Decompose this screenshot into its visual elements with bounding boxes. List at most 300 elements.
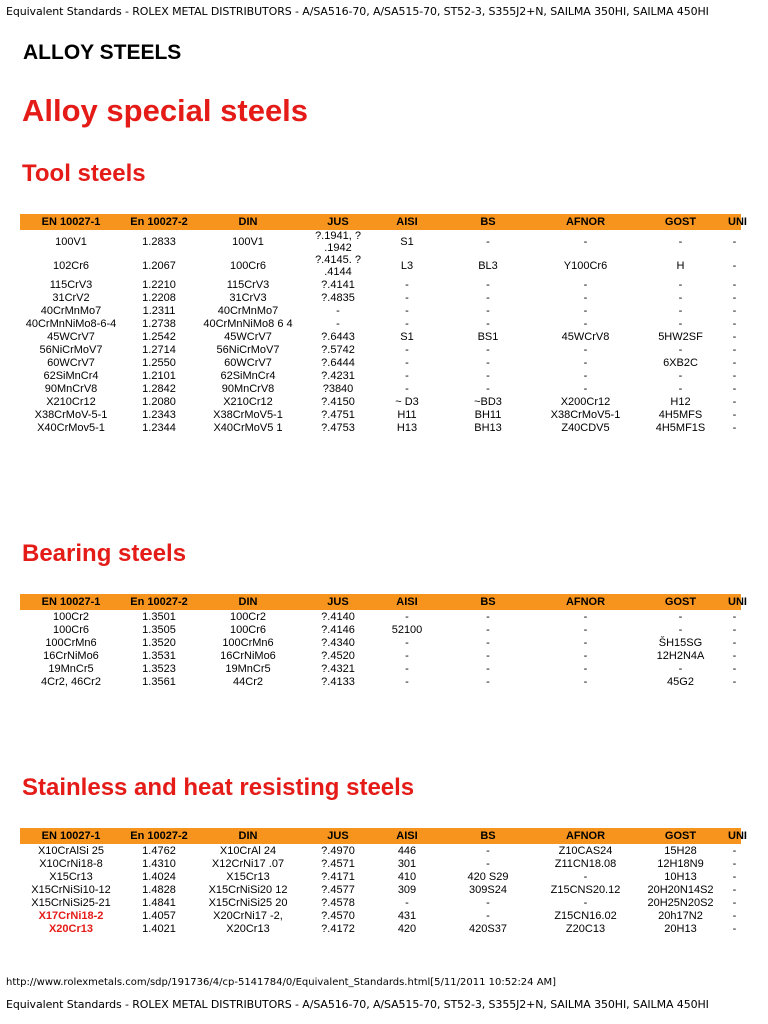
table-cell: 100V1 <box>232 236 264 248</box>
table-cell: - <box>486 662 490 675</box>
bearing-steels-table <box>20 594 747 688</box>
table-cell: X10CrNi18-8 <box>39 857 103 870</box>
table-cell: - <box>486 844 490 857</box>
table-cell: - <box>732 408 737 421</box>
table-cell: X38CrMoV5-1 <box>213 408 283 421</box>
table-cell: 1.4310 <box>142 857 176 870</box>
table-cell: 12H18N9 <box>657 857 704 870</box>
table-cell: ~ D3 <box>395 395 419 408</box>
column-header: GOST <box>633 828 728 844</box>
table-cell: - <box>405 356 409 369</box>
table-row <box>20 844 741 857</box>
table-cell: - <box>583 278 588 291</box>
table-row <box>20 330 741 343</box>
table-cell: - <box>678 317 683 330</box>
table-cell: 100Cr6 <box>229 623 267 636</box>
table-cell: 420 S29 <box>467 870 509 883</box>
table-cell: - <box>678 382 683 395</box>
table-cell: ?.4835 <box>321 291 355 304</box>
table-cell: ?.4571 <box>321 857 355 870</box>
table-cell: 420 <box>397 922 417 935</box>
table-cell: Z15CN16.02 <box>554 909 617 922</box>
table-cell: - <box>583 304 588 317</box>
bearing-steels-heading: Bearing steels <box>22 540 187 567</box>
table-header-row <box>20 594 741 610</box>
table-cell: 115CrV3 <box>49 278 93 291</box>
table-cell: 1.2550 <box>142 356 176 369</box>
table-cell: 1.2842 <box>142 382 176 395</box>
table-cell: - <box>405 304 409 317</box>
table-cell: 1.4057 <box>142 909 176 922</box>
table-cell: 56NiCrMoV7 <box>39 343 103 356</box>
table-cell: 19MnCr5 <box>48 662 94 675</box>
table-cell: BH13 <box>474 421 502 434</box>
table-cell: ?.4171 <box>321 870 355 883</box>
table-cell: 60WCrV7 <box>224 356 272 369</box>
table-cell: 60WCrV7 <box>47 356 95 369</box>
table-cell: 12H2N4A <box>656 649 705 662</box>
table-cell: 1.3501 <box>142 610 176 623</box>
table-cell: H <box>676 260 685 272</box>
table-cell: - <box>583 649 588 662</box>
table-cell: 1.4762 <box>142 844 176 857</box>
table-row <box>20 870 741 883</box>
column-header: En 10027-2 <box>122 828 196 844</box>
table-cell: - <box>732 870 737 883</box>
table-cell: 100V1 <box>55 236 87 248</box>
column-header: EN 10027-1 <box>20 828 122 844</box>
table-cell: - <box>732 883 737 896</box>
table-cell: 1.2311 <box>142 304 176 317</box>
table-row <box>20 317 741 330</box>
table-cell: ?.4231 <box>321 369 355 382</box>
table-cell: - <box>732 922 737 935</box>
table-cell: 6XB2C <box>663 356 698 369</box>
table-cell: Z15CNS20.12 <box>550 883 621 896</box>
table-cell: BL3 <box>478 260 498 272</box>
column-header: En 10027-2 <box>122 594 196 610</box>
table-cell: - <box>486 304 490 317</box>
table-cell: 40CrMnNiMo8 6 4 <box>203 317 293 330</box>
column-header: DIN <box>196 828 300 844</box>
table-cell: - <box>405 382 409 395</box>
table-cell: 44Cr2 <box>233 675 263 688</box>
table-cell: - <box>732 369 737 382</box>
table-cell: 1.2542 <box>142 330 176 343</box>
table-cell: - <box>732 278 737 291</box>
table-cell: 45WCrV8 <box>561 330 610 343</box>
table-cell: ?.4970 <box>321 844 355 857</box>
table-cell: ?.6443 <box>321 330 355 343</box>
table-cell: - <box>486 896 490 909</box>
table-cell: - <box>678 623 683 636</box>
column-header: UNI <box>728 830 747 842</box>
table-cell: - <box>732 662 737 675</box>
column-header: JUS <box>300 594 376 610</box>
table-row <box>20 356 741 369</box>
table-cell: - <box>583 356 588 369</box>
column-header: AFNOR <box>538 828 633 844</box>
table-row <box>20 382 741 395</box>
table-cell: - <box>732 649 737 662</box>
table-row <box>20 254 741 278</box>
table-cell: 446 <box>397 844 417 857</box>
table-cell: - <box>732 623 737 636</box>
table-cell: ?.4321 <box>321 662 355 675</box>
table-cell: ?.4141 <box>321 278 355 291</box>
table-cell: - <box>678 236 683 248</box>
table-cell: - <box>678 369 683 382</box>
table-cell: - <box>405 662 409 675</box>
column-header: JUS <box>300 828 376 844</box>
column-header: AISI <box>376 594 438 610</box>
table-cell: - <box>678 610 683 623</box>
table-cell: S1 <box>400 330 414 343</box>
table-cell: 4H5MF1S <box>655 421 706 434</box>
table-cell: X15Cr13 <box>226 870 270 883</box>
column-header: UNI <box>728 216 747 228</box>
column-header: AISI <box>376 828 438 844</box>
table-cell: - <box>583 636 588 649</box>
table-cell: 4Cr2, 46Cr2 <box>41 675 101 688</box>
table-row <box>20 857 741 870</box>
table-cell: - <box>583 317 588 330</box>
table-cell: - <box>486 291 490 304</box>
table-cell: - <box>678 343 683 356</box>
table-cell: ?.4751 <box>321 408 355 421</box>
table-cell: 4H5MFS <box>658 408 703 421</box>
table-cell: X12CrNi17 .07 <box>211 857 285 870</box>
table-row <box>20 636 741 649</box>
table-cell: - <box>678 662 683 675</box>
table-cell: 90MnCrV8 <box>44 382 98 395</box>
table-cell: - <box>732 857 737 870</box>
table-cell: X10CrAl 24 <box>219 844 277 857</box>
footer-url: http://www.rolexmetals.com/sdp/191736/4/cp-5141784/0/Equivalent_Standards.html[5/11/2011 10:52:24 AM] <box>6 977 557 988</box>
table-row <box>20 278 741 291</box>
table-cell: - <box>336 317 340 330</box>
table-cell: ?.4570 <box>321 909 355 922</box>
table-cell: - <box>405 369 409 382</box>
table-cell: - <box>486 636 490 649</box>
column-header: BS <box>438 214 538 230</box>
table-cell: - <box>732 421 737 434</box>
table-cell: - <box>732 610 737 623</box>
column-header: AFNOR <box>538 594 633 610</box>
table-cell: - <box>405 610 409 623</box>
table-cell: 1.3523 <box>142 662 176 675</box>
table-cell: Z10CAS24 <box>558 844 613 857</box>
table-cell: - <box>732 909 737 922</box>
table-cell: Z20C13 <box>565 922 606 935</box>
table-cell: - <box>486 610 490 623</box>
table-cell: - <box>732 291 737 304</box>
table-cell: BS1 <box>477 330 499 343</box>
table-cell: - <box>732 343 737 356</box>
table-cell: ?.4577 <box>321 883 355 896</box>
table-cell: - <box>678 291 683 304</box>
column-header: EN 10027-1 <box>20 214 122 230</box>
table-cell: 1.2738 <box>142 317 176 330</box>
table-cell: - <box>486 236 490 248</box>
column-header: JUS <box>300 214 376 230</box>
table-cell: X200Cr12 <box>560 395 611 408</box>
table-cell: Z40CDV5 <box>561 421 610 434</box>
table-cell: X10CrAlSi 25 <box>37 844 105 857</box>
table-cell: 1.4828 <box>142 883 176 896</box>
table-cell: 62SiMnCr4 <box>220 369 276 382</box>
table-cell: X17CrNi18-2 <box>38 909 104 922</box>
table-cell: H12 <box>670 395 691 408</box>
table-cell: 19MnCr5 <box>225 662 271 675</box>
table-cell: - <box>486 675 490 688</box>
column-header: AISI <box>376 214 438 230</box>
table-cell: 5HW2SF <box>658 330 703 343</box>
table-row <box>20 896 741 909</box>
table-cell: - <box>405 278 409 291</box>
table-row <box>20 230 741 254</box>
table-cell: - <box>583 236 588 248</box>
table-row <box>20 649 741 662</box>
column-header: DIN <box>196 594 300 610</box>
table-cell: - <box>336 304 340 317</box>
table-row <box>20 408 741 421</box>
table-cell: 1.2833 <box>142 236 176 248</box>
table-cell: ?.4340 <box>321 636 355 649</box>
table-cell: - <box>486 382 490 395</box>
table-cell: - <box>405 636 409 649</box>
tool-steels-table <box>20 214 747 434</box>
column-header: EN 10027-1 <box>20 594 122 610</box>
table-cell: - <box>486 369 490 382</box>
table-cell: ?.4578 <box>321 896 355 909</box>
table-row <box>20 304 741 317</box>
table-cell: X15CrNiSi10-12 <box>31 883 111 896</box>
table-cell: - <box>732 330 737 343</box>
table-cell: ?.4753 <box>321 421 355 434</box>
table-cell: 1.2210 <box>142 278 176 291</box>
table-cell: 31CrV3 <box>229 291 267 304</box>
table-cell: 20H25N20S2 <box>647 896 714 909</box>
table-cell: Z11CN18.08 <box>554 857 617 870</box>
footer-title: Equivalent Standards - ROLEX METAL DISTRIBUTORS - A/SA516-70, A/SA515-70, ST52-3, S355J2+N, SAILMA 350HI, SAILMA 450HI <box>6 998 709 1011</box>
table-row <box>20 623 741 636</box>
table-row <box>20 343 741 356</box>
alloy-special-steels-heading: Alloy special steels <box>22 93 309 128</box>
table-cell: 1.2080 <box>142 395 176 408</box>
table-cell: 115CrV3 <box>226 278 270 291</box>
table-cell: ?.4520 <box>321 649 355 662</box>
table-cell: X20Cr13 <box>226 922 270 935</box>
table-cell: 309S24 <box>469 883 507 896</box>
table-cell: - <box>732 844 737 857</box>
table-cell: 1.4841 <box>142 896 176 909</box>
table-row <box>20 610 741 623</box>
page-header: Equivalent Standards - ROLEX METAL DISTRIBUTORS - A/SA516-70, A/SA515-70, ST52-3, S355J2+N, SAILMA 350HI, SAILMA 450HI <box>6 5 709 18</box>
table-cell: 309 <box>397 883 417 896</box>
table-cell: - <box>583 343 588 356</box>
table-cell: - <box>732 260 737 272</box>
table-cell: - <box>732 317 737 330</box>
table-cell: 100Cr2 <box>229 610 267 623</box>
table-cell: H13 <box>396 421 418 434</box>
table-cell: - <box>583 610 588 623</box>
tool-steels-heading: Tool steels <box>22 160 146 187</box>
table-header-row <box>20 828 741 844</box>
table-cell: 15H28 <box>664 844 697 857</box>
table-cell: 100Cr6 <box>52 623 90 636</box>
table-cell: - <box>583 291 588 304</box>
table-cell: ?.4145. ? .4144 <box>315 254 361 278</box>
column-header: GOST <box>633 214 728 230</box>
table-cell: - <box>486 649 490 662</box>
table-cell: - <box>732 896 737 909</box>
table-cell: - <box>486 909 490 922</box>
table-cell: 1.2343 <box>142 408 176 421</box>
column-header: En 10027-2 <box>122 214 196 230</box>
table-cell: - <box>583 382 588 395</box>
table-row <box>20 369 741 382</box>
table-cell: 10H13 <box>664 870 697 883</box>
table-cell: X15CrNiSi25 20 <box>208 896 288 909</box>
table-cell: - <box>583 675 588 688</box>
table-cell: 431 <box>397 909 417 922</box>
table-row <box>20 662 741 675</box>
table-cell: ?.1941, ? .1942 <box>315 230 361 254</box>
table-cell: 52100 <box>391 623 423 636</box>
table-cell: 1.4024 <box>142 870 176 883</box>
table-cell: - <box>678 304 683 317</box>
table-cell: - <box>405 291 409 304</box>
table-cell: - <box>732 356 737 369</box>
table-cell: ?.4150 <box>321 395 355 408</box>
table-cell: X20Cr13 <box>48 922 94 935</box>
table-cell: 45G2 <box>667 675 694 688</box>
table-cell: - <box>732 395 737 408</box>
table-header-row <box>20 214 741 230</box>
column-header: BS <box>438 594 538 610</box>
table-cell: ?3840 <box>322 382 354 395</box>
table-cell: - <box>486 857 490 870</box>
table-cell: 45WCrV7 <box>224 330 272 343</box>
table-cell: 45WCrV7 <box>47 330 95 343</box>
table-cell: 1.3561 <box>142 675 176 688</box>
table-cell: 100Cr6 <box>229 260 267 272</box>
table-cell: 40CrMnMo7 <box>217 304 279 317</box>
column-header: DIN <box>196 214 300 230</box>
table-cell: X15Cr13 <box>49 870 93 883</box>
column-header: AFNOR <box>538 214 633 230</box>
table-cell: - <box>583 870 588 883</box>
table-cell: 102Cr6 <box>52 260 90 272</box>
table-cell: 1.2067 <box>142 260 176 272</box>
table-cell: BH11 <box>474 408 502 421</box>
table-cell: 20H13 <box>664 922 697 935</box>
table-cell: 1.2344 <box>142 421 176 434</box>
table-cell: 100CrMn6 <box>45 636 97 649</box>
table-cell: 1.3531 <box>142 649 176 662</box>
table-cell: ?.5742 <box>321 343 355 356</box>
table-cell: - <box>583 662 588 675</box>
table-cell: - <box>405 675 409 688</box>
table-cell: 31CrV2 <box>52 291 90 304</box>
table-cell: 410 <box>397 870 417 883</box>
table-cell: 40CrMnNiMo8-6-4 <box>25 317 117 330</box>
table-cell: X210Cr12 <box>223 395 273 408</box>
table-cell: - <box>732 236 737 248</box>
table-cell: - <box>732 304 737 317</box>
table-cell: 20h17N2 <box>658 909 703 922</box>
table-row <box>20 909 741 922</box>
table-cell: 20H20N14S2 <box>647 883 714 896</box>
table-cell: - <box>583 623 588 636</box>
table-row <box>20 922 741 935</box>
table-row <box>20 675 741 688</box>
table-cell: 301 <box>397 857 417 870</box>
table-cell: 40CrMnMo7 <box>40 304 102 317</box>
table-cell: 1.3520 <box>142 636 176 649</box>
table-cell: - <box>583 896 588 909</box>
table-cell: - <box>486 278 490 291</box>
table-cell: X40CrMov5-1 <box>37 421 105 434</box>
table-cell: X210Cr12 <box>46 395 96 408</box>
table-cell: 16CrNiMo6 <box>220 649 276 662</box>
table-cell: 100Cr2 <box>52 610 90 623</box>
table-cell: 1.3505 <box>142 623 176 636</box>
table-cell: X20CrNi17 -2, <box>213 909 283 922</box>
table-cell: ?.6444 <box>321 356 355 369</box>
table-cell: 56NiCrMoV7 <box>216 343 280 356</box>
table-cell: ?.4172 <box>321 922 355 935</box>
table-cell: ?.4146 <box>321 623 355 636</box>
table-cell: 100CrMn6 <box>222 636 274 649</box>
table-cell: - <box>732 382 737 395</box>
table-cell: 62SiMnCr4 <box>43 369 99 382</box>
table-cell: X38CrMoV5-1 <box>550 408 621 421</box>
table-cell: - <box>405 317 409 330</box>
table-cell: - <box>583 369 588 382</box>
table-cell: S1 <box>400 236 414 248</box>
table-cell: ?.4133 <box>321 675 355 688</box>
table-cell: X15CrNiSi25-21 <box>31 896 111 909</box>
table-cell: - <box>486 623 490 636</box>
table-row <box>20 883 741 896</box>
table-cell: 16CrNiMo6 <box>43 649 99 662</box>
column-header: UNI <box>728 596 747 608</box>
table-cell: X15CrNiSi20 12 <box>208 883 288 896</box>
table-cell: 420S37 <box>469 922 507 935</box>
table-cell: 1.2101 <box>142 369 176 382</box>
table-cell: 90MnCrV8 <box>221 382 275 395</box>
table-cell: - <box>486 356 490 369</box>
table-cell: - <box>486 343 490 356</box>
table-cell: X38CrMoV-5-1 <box>34 408 108 421</box>
table-cell: H11 <box>397 408 417 421</box>
column-header: GOST <box>633 594 728 610</box>
table-row <box>20 395 741 408</box>
stainless-steels-table <box>20 828 747 935</box>
table-cell: - <box>732 636 737 649</box>
table-cell: Y100Cr6 <box>563 260 608 272</box>
table-cell: ?.4140 <box>321 610 355 623</box>
table-cell: ŠH15SG <box>658 636 703 649</box>
table-row <box>20 291 741 304</box>
table-row <box>20 421 741 434</box>
table-cell: - <box>486 317 490 330</box>
table-cell: L3 <box>400 260 414 272</box>
stainless-steels-heading: Stainless and heat resisting steels <box>22 774 415 801</box>
table-cell: - <box>405 896 409 909</box>
